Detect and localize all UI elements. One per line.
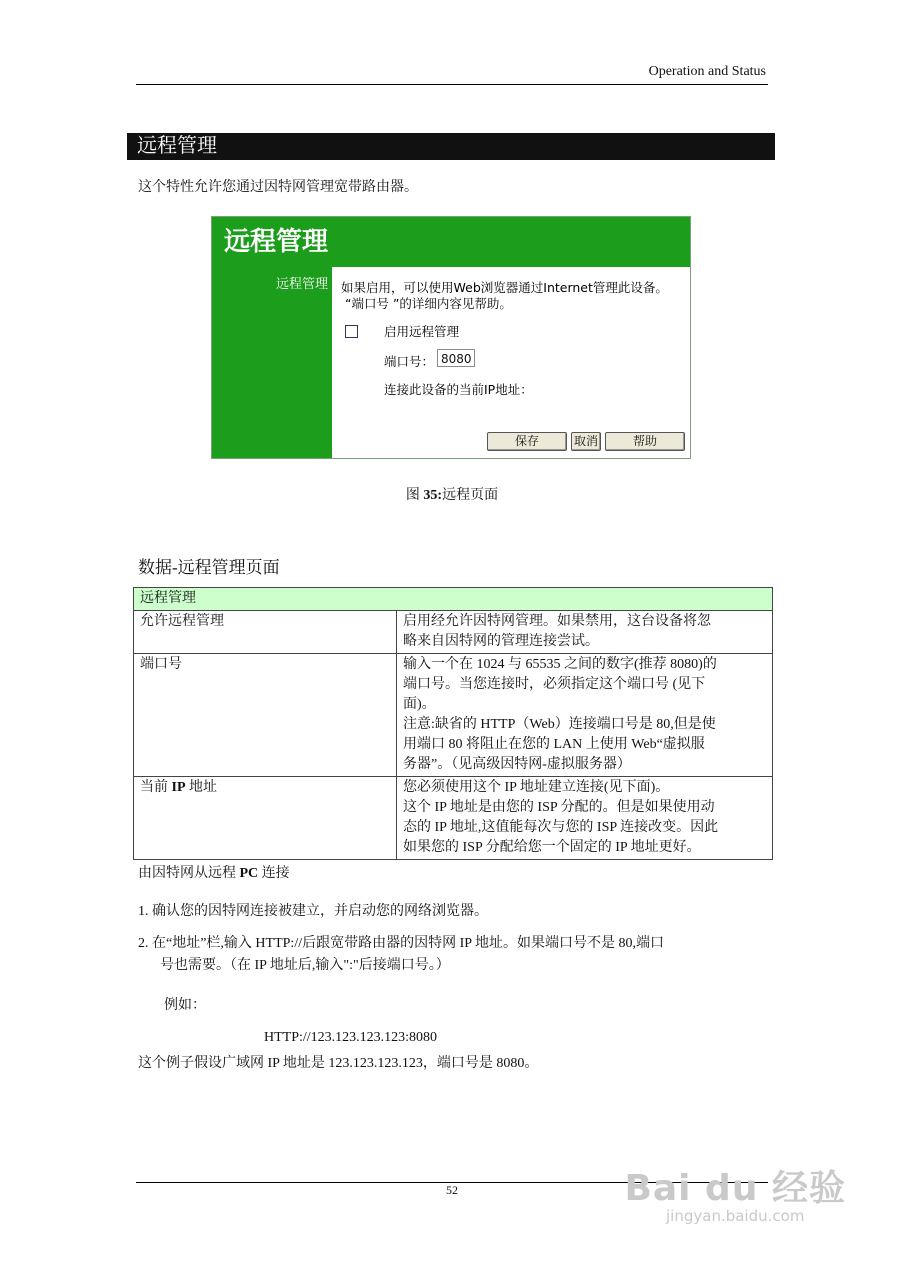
table-header: 远程管理 xyxy=(134,588,773,611)
figure-page-title: 远程管理 xyxy=(212,217,690,267)
figure-help-line1: 如果启用，可以使用Web浏览器通过Internet管理此设备。 xyxy=(341,280,668,295)
running-header: Operation and Status xyxy=(648,64,766,79)
row-name: 当前 IP 地址 xyxy=(134,777,397,860)
cancel-button[interactable]: 取消 xyxy=(571,432,601,451)
header-rule xyxy=(136,84,768,85)
enable-remote-label: 启用远程管理 xyxy=(384,324,460,339)
example-label: 例如： xyxy=(164,998,206,1013)
row-name: 允许远程管理 xyxy=(134,611,397,654)
row-desc: 您必须使用这个 IP 地址建立连接(见下面)。 这个 IP 地址是由您的 ISP 分配的。但是如果使用动 态的 IP 地址,这值能每次与您的 ISP 连接改变。因此 如果您的 ISP 分配给您一个固定的 IP 地址更好。 xyxy=(397,777,773,860)
step-1: 1. 确认您的因特网连接被建立，并启动您的网络浏览器。 xyxy=(138,904,488,919)
watermark-logo: Bai du 经验 xyxy=(624,1168,846,1209)
figure-caption: 图 35:远程页面 xyxy=(405,488,499,503)
current-ip-label: 连接此设备的当前IP地址： xyxy=(384,382,533,397)
baidu-watermark xyxy=(624,1160,846,1225)
page-number: 52 xyxy=(446,1183,458,1197)
port-label: 端口号： xyxy=(384,354,435,369)
watermark-url: jingyan.baidu.com xyxy=(666,1207,805,1225)
table-row xyxy=(134,654,773,777)
row-desc: 输入一个在 1024 与 65535 之间的数字(推荐 8080)的 端口号。当您连接时，必须指定这个端口号 (见下 面)。 注意:缺省的 HTTP（Web）连接端口号是 80,但是使 用端口 80 将阻止在您的 LAN 上使用 Web“虚拟服 务器”。（见高级因特网-虚拟服务器） xyxy=(397,654,773,777)
remote-pc-heading: 由因特网从远程 PC 连接 xyxy=(138,866,290,881)
section-title: 远程管理 xyxy=(127,133,775,160)
table-row xyxy=(134,777,773,860)
row-desc: 启用经允许因特网管理。如果禁用，这台设备将忽 略来自因特网的管理连接尝试。 xyxy=(397,611,773,654)
example-assumption: 这个例子假设广域网 IP 地址是 123.123.123.123，端口号是 8080。 xyxy=(138,1056,539,1071)
port-input[interactable]: 8080 xyxy=(437,349,475,367)
remote-management-table xyxy=(133,587,773,860)
step-2: 2. 在“地址”栏,输入 HTTP://后跟宽带路由器的因特网 IP 地址。如果端口号不是 80,端口 号也需要。（在 IP 地址后,输入":"后接端口号。） xyxy=(138,936,665,973)
table-title: 数据-远程管理页面 xyxy=(138,558,280,577)
figure-help-line2: “端口号 ”的详细内容见帮助。 xyxy=(345,296,512,311)
table-row xyxy=(134,611,773,654)
save-button[interactable]: 保存 xyxy=(487,432,567,451)
figure-side-label: 远程管理 xyxy=(275,277,328,292)
help-button[interactable]: 帮助 xyxy=(605,432,685,451)
section-intro: 这个特性允许您通过因特网管理宽带路由器。 xyxy=(138,180,418,195)
enable-remote-checkbox[interactable] xyxy=(345,325,358,338)
row-name: 端口号 xyxy=(134,654,397,777)
remote-management-screenshot xyxy=(211,216,691,459)
figure-sidebar xyxy=(212,267,332,458)
example-url: HTTP://123.123.123.123:8080 xyxy=(264,1030,438,1045)
